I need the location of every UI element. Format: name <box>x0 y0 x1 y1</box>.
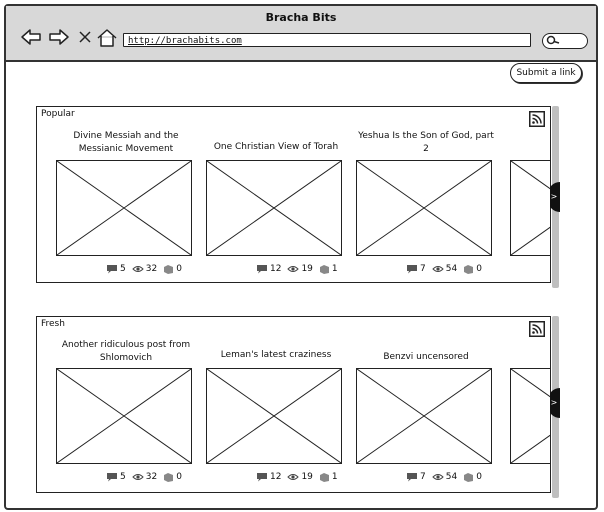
share-count: 0 <box>476 472 482 482</box>
item-stats <box>106 472 196 482</box>
item-stats <box>406 472 496 482</box>
submit-link-button[interactable]: Submit a link <box>510 63 582 83</box>
share-box-icon <box>319 264 330 274</box>
next-arrow-button[interactable]: > <box>548 388 560 418</box>
right-arrow-icon[interactable] <box>48 28 70 46</box>
close-icon[interactable] <box>78 28 92 46</box>
image-placeholder[interactable] <box>510 368 550 464</box>
image-placeholder[interactable] <box>56 160 192 256</box>
comment-bubble-icon <box>106 472 118 482</box>
share-box-icon <box>163 264 174 274</box>
item-title[interactable]: Yeshua Is the Son of God, part 2 <box>358 131 494 154</box>
view-count: 19 <box>301 264 313 274</box>
item-title[interactable]: Benzvi uncensored <box>383 352 469 362</box>
left-arrow-icon[interactable] <box>20 28 42 46</box>
share-count: 0 <box>176 472 182 482</box>
address-bar[interactable]: http://brachabits.com <box>123 33 531 47</box>
view-count: 54 <box>445 264 458 274</box>
image-placeholder[interactable] <box>356 368 492 464</box>
rss-feed-icon[interactable] <box>529 321 545 337</box>
eye-icon <box>287 472 299 482</box>
item-stats <box>256 472 346 482</box>
item-stats <box>406 264 496 274</box>
share-count: 1 <box>331 264 338 274</box>
share-box-icon <box>463 472 474 482</box>
comment-count: 12 <box>270 264 282 274</box>
eye-icon <box>132 264 144 274</box>
image-placeholder[interactable] <box>206 160 342 256</box>
image-placeholder[interactable] <box>510 160 550 256</box>
next-arrow-button[interactable]: > <box>548 182 560 212</box>
comment-bubble-icon <box>406 472 418 482</box>
item-title[interactable]: Leman's latest craziness <box>220 350 332 360</box>
item-stats <box>256 264 346 274</box>
image-placeholder[interactable] <box>356 160 492 256</box>
comment-bubble-icon <box>256 264 268 274</box>
share-box-icon <box>463 264 474 274</box>
share-count: 0 <box>476 264 482 274</box>
item-title[interactable]: Another ridiculous post from Shlomovich <box>61 340 191 363</box>
image-placeholder[interactable] <box>206 368 342 464</box>
item-stats <box>106 264 196 274</box>
browser-chrome <box>6 6 596 62</box>
share-count: 1 <box>331 472 338 482</box>
home-icon[interactable] <box>96 28 118 48</box>
window-title: Bracha Bits <box>265 11 337 24</box>
image-placeholder[interactable] <box>56 368 192 464</box>
comment-bubble-icon <box>256 472 268 482</box>
item-title[interactable]: One Christian View of Torah <box>213 142 339 152</box>
section-title: Popular <box>41 109 75 119</box>
comment-count: 5 <box>120 472 126 482</box>
eye-icon <box>432 472 444 482</box>
share-count: 0 <box>176 264 182 274</box>
search-icon <box>546 34 560 46</box>
comment-count: 7 <box>420 264 426 274</box>
comment-bubble-icon <box>106 264 118 274</box>
view-count: 19 <box>301 472 313 482</box>
comment-count: 12 <box>270 472 282 482</box>
view-count: 32 <box>145 472 158 482</box>
eye-icon <box>287 264 299 274</box>
rss-feed-icon[interactable] <box>529 111 545 127</box>
share-box-icon <box>319 472 330 482</box>
comment-bubble-icon <box>406 264 418 274</box>
search-box[interactable] <box>542 33 588 49</box>
view-count: 54 <box>445 472 458 482</box>
section-title: Fresh <box>41 319 65 329</box>
eye-icon <box>432 264 444 274</box>
item-title[interactable]: Divine Messiah and the Messianic Movement <box>73 131 179 154</box>
view-count: 32 <box>145 264 158 274</box>
comment-count: 7 <box>420 472 426 482</box>
share-box-icon <box>163 472 174 482</box>
eye-icon <box>132 472 144 482</box>
comment-count: 5 <box>120 264 126 274</box>
